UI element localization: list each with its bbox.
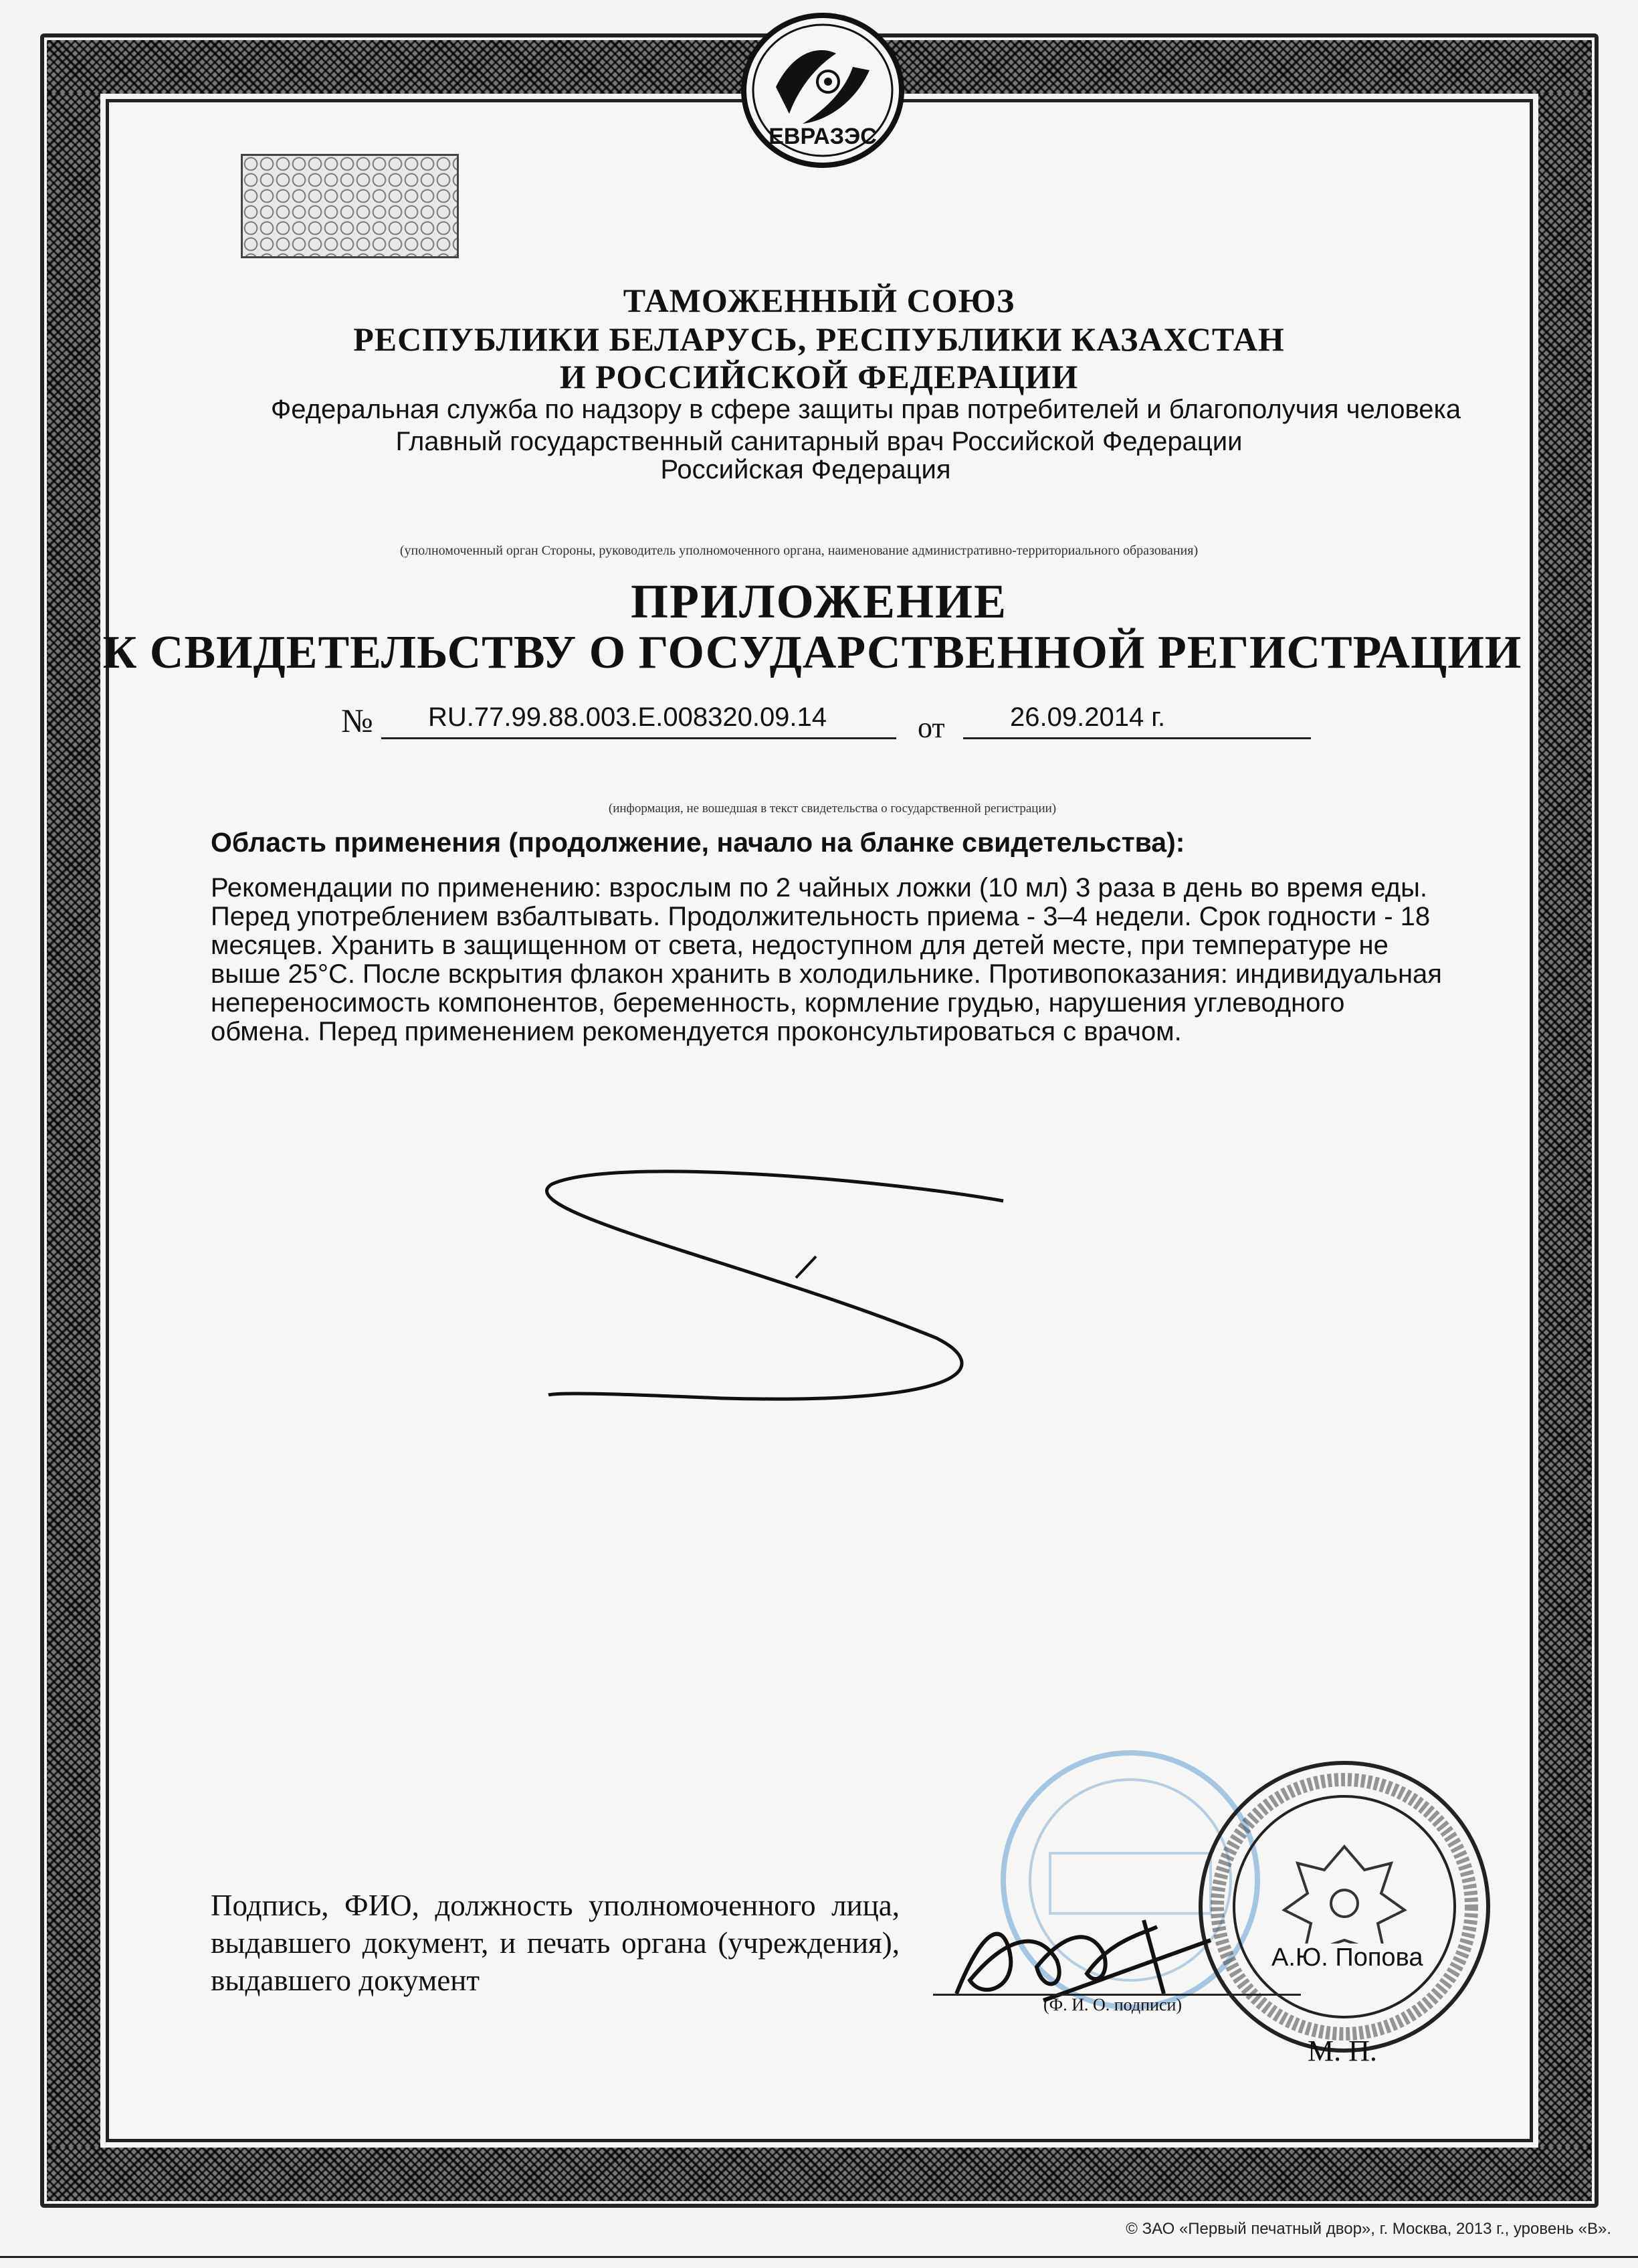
eurasec-emblem-icon [736, 7, 910, 174]
authority-line-1: Федеральная служба по надзору в сфере защиты прав потребителей и благополучия человека [270, 395, 1461, 424]
title-line-2: К СВИДЕТЕЛЬСТВУ О ГОСУДАРСТВЕННОЙ РЕГИСТРАЦИИ [102, 627, 1522, 678]
cancellation-stroke [522, 1151, 1097, 1418]
body-line-6: обмена. Перед применением рекомендуется проконсультироваться с врачом. [211, 1017, 1182, 1046]
union-line-1: ТАМОЖЕННЫЙ СОЮЗ [623, 282, 1015, 319]
seal-label: М. П. [1308, 2035, 1377, 2067]
body-line-4: выше 25°С. После вскрытия флакон хранить в холодильнике. Противопоказания: индивидуальная [211, 959, 1442, 989]
union-line-3: И РОССИЙСКОЙ ФЕДЕРАЦИИ [559, 358, 1079, 395]
number-label: № [341, 702, 373, 739]
certificate-caption: (информация, не вошедшая в текст свидетельства о государственной регистрации) [608, 801, 1057, 816]
authority-line-3: Российская Федерация [660, 455, 951, 484]
title-line-1: ПРИЛОЖЕНИЕ [630, 575, 1008, 628]
certificate-date: 26.09.2014 г. [1010, 702, 1166, 732]
authority-line-2: Главный государственный санитарный врач Российской Федерации [395, 427, 1243, 456]
printer-footer: © ЗАО «Первый печатный двор», г. Москва, 2013 г., уровень «В». [1126, 2220, 1611, 2238]
official-seal-icon [1191, 1753, 1498, 2061]
signatory-name: А.Ю. Попова [1267, 1944, 1427, 1972]
body-line-1: Рекомендации по применению: взрослым по 2 чайных ложки (10 мл) 3 раза в день во время еды. [211, 873, 1427, 903]
signature-instructions: Подпись, ФИО, должность уполномоченного лица, выдавшего документ, и печать органа (учреждения), выдавшего документ [211, 1889, 900, 1997]
authority-caption: (уполномоченный орган Стороны, руководитель уполномоченного органа, наименование административно-территориального образования) [399, 543, 1199, 558]
logo-text: ЕВРАЗЭС [769, 124, 877, 149]
security-pattern [241, 154, 459, 258]
body-line-5: непереносимость компонентов, беременность, кормление грудью, нарушения углеводного [211, 988, 1345, 1018]
bottom-rule [0, 2256, 1638, 2258]
body-heading: Область применения (продолжение, начало на бланке свидетельства): [211, 827, 1185, 858]
date-label: от [918, 711, 945, 744]
certificate-number: RU.77.99.88.003.Е.008320.09.14 [428, 702, 827, 732]
date-underline [963, 737, 1311, 739]
number-underline [381, 737, 896, 739]
eurasec-logo [736, 7, 910, 174]
body-line-3: месяцев. Хранить в защищенном от света, недоступном для детей месте, при температуре не [211, 931, 1389, 960]
body-line-2: Перед употреблением взбалтывать. Продолжительность приема - 3–4 недели. Срок годности - 18 [211, 902, 1431, 931]
signature-caption: (Ф. И. О. подписи) [1043, 1995, 1183, 2014]
certificate-number-row [0, 696, 1638, 749]
union-line-2: РЕСПУБЛИКИ БЕЛАРУСЬ, РЕСПУБЛИКИ КАЗАХСТАН [353, 320, 1285, 358]
